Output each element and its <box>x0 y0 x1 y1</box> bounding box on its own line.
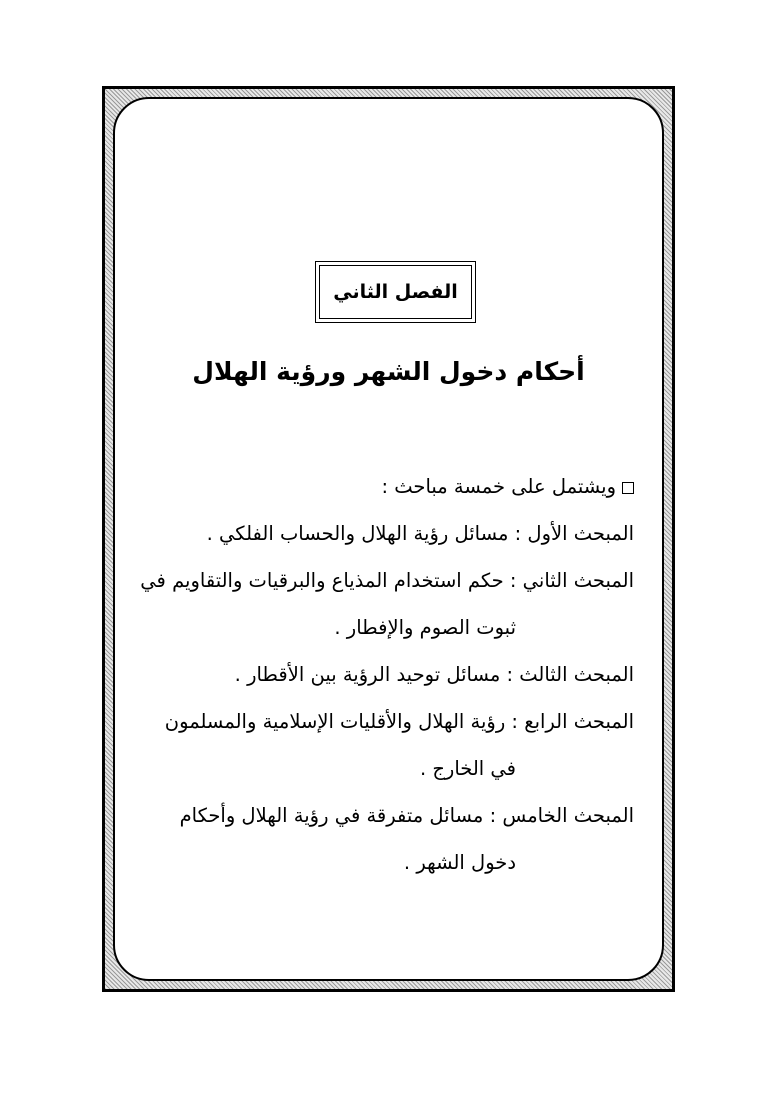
contents-list <box>140 463 634 886</box>
section-2-line: المبحث الثاني : حكم استخدام المذياع والبرقيات والتقاويم في <box>140 569 634 592</box>
chapter-label: الفصل الثاني <box>333 281 458 303</box>
section-5-line: المبحث الخامس : مسائل متفرقة في رؤية الهلال وأحكام <box>179 804 634 827</box>
section-1-line: المبحث الأول : مسائل رؤية الهلال والحساب الفلكي . <box>206 522 634 545</box>
section-4-continuation: في الخارج . <box>419 757 516 780</box>
intro-line <box>155 463 634 510</box>
page-frame <box>102 86 675 992</box>
section-2-continuation: ثبوت الصوم والإفطار . <box>334 616 516 639</box>
chapter-label-box <box>319 265 472 319</box>
section-4-line: المبحث الرابع : رؤية الهلال والأقليات الإسلامية والمسلمون <box>164 710 634 733</box>
chapter-title: أحكام دخول الشهر ورؤية الهلال <box>192 357 585 386</box>
intro-text: ويشتمل على خمسة مباحث : <box>381 475 616 498</box>
square-bullet-icon <box>622 482 634 494</box>
section-3-line: المبحث الثالث : مسائل توحيد الرؤية بين الأقطار . <box>234 663 634 686</box>
section-5-continuation: دخول الشهر . <box>403 851 516 874</box>
content-panel <box>113 97 664 981</box>
